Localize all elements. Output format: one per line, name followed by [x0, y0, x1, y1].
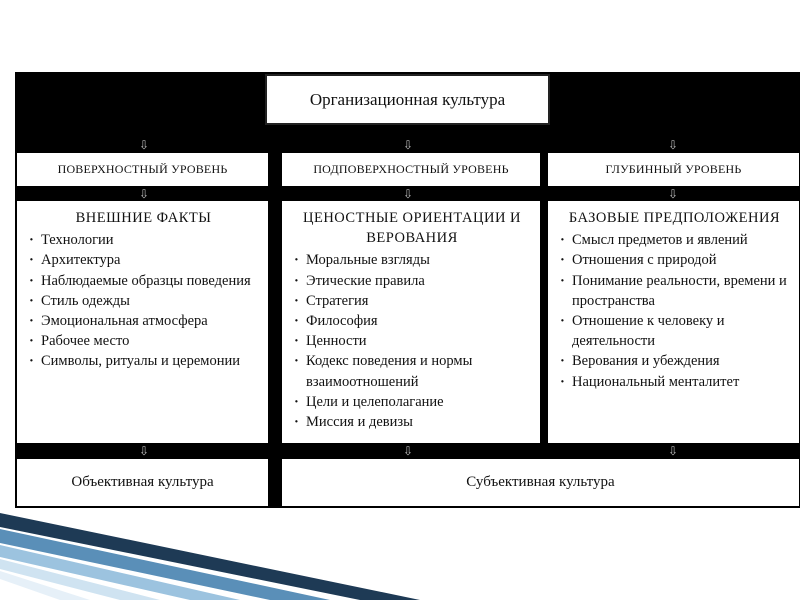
- list-item: · Стиль одежды: [28, 291, 259, 311]
- decorative-stripes: [0, 495, 420, 600]
- list-item: · Цели и целеполагание: [293, 392, 531, 412]
- objective-culture: Объективная культура: [17, 459, 268, 506]
- list-item: · Ценности: [293, 331, 531, 351]
- list-item: · Символы, ритуалы и церемонии: [28, 351, 259, 371]
- list-item: · Смысл предметов и явлений: [559, 230, 790, 250]
- column-external-facts: [17, 201, 268, 443]
- arrow-down-icon: ⇩: [138, 187, 150, 201]
- column-list: [293, 250, 531, 432]
- list-item: · Рабочее место: [28, 331, 259, 351]
- arrow-down-icon: ⇩: [402, 138, 414, 152]
- list-item: · Миссия и девизы: [293, 412, 531, 432]
- level-subsurface: ПОДПОВЕРХНОСТНЫЙ УРОВЕНЬ: [282, 153, 540, 186]
- list-item: · Отношение к человеку и деятельности: [559, 311, 790, 351]
- list-item: · Отношения с природой: [559, 250, 790, 270]
- list-item: · Наблюдаемые образцы поведения: [28, 271, 259, 291]
- list-item: · Эмоциональная атмосфера: [28, 311, 259, 331]
- list-item: · Национальный менталитет: [559, 372, 790, 392]
- level-deep: ГЛУБИННЫЙ УРОВЕНЬ: [548, 153, 799, 186]
- list-item: · Технологии: [28, 230, 259, 250]
- arrow-down-icon: ⇩: [667, 138, 679, 152]
- column-heading: ВНЕШНИЕ ФАКТЫ: [75, 210, 212, 226]
- arrow-down-icon: ⇩: [667, 187, 679, 201]
- column-heading: ЦЕНОСТНЫЕ ОРИЕНТАЦИИ И ВЕРОВАНИЯ: [302, 210, 522, 247]
- level-surface: ПОВЕРХНОСТНЫЙ УРОВЕНЬ: [17, 153, 268, 186]
- diagram-title: Организационная культура: [265, 74, 550, 125]
- arrow-down-icon: ⇩: [138, 138, 150, 152]
- arrow-down-icon: ⇩: [667, 444, 679, 458]
- arrow-down-icon: ⇩: [138, 444, 150, 458]
- column-heading: БАЗОВЫЕ ПРЕДПОЛОЖЕНИЯ: [568, 210, 781, 226]
- list-item: · Философия: [293, 311, 531, 331]
- list-item: · Верования и убеждения: [559, 351, 790, 371]
- column-values-beliefs: [282, 201, 540, 443]
- list-item: · Стратегия: [293, 291, 531, 311]
- list-item: · Моральные взгляды: [293, 250, 531, 270]
- list-item: · Кодекс поведения и нормы взаимоотношений: [293, 351, 531, 391]
- subjective-culture: Субъективная культура: [282, 459, 799, 506]
- list-item: · Этические правила: [293, 271, 531, 291]
- column-list: [28, 230, 259, 371]
- arrow-down-icon: ⇩: [402, 444, 414, 458]
- column-basic-assumptions: [548, 201, 799, 443]
- column-list: [559, 230, 790, 392]
- list-item: · Архитектура: [28, 250, 259, 270]
- arrow-down-icon: ⇩: [402, 187, 414, 201]
- list-item: · Понимание реальности, времени и пространства: [559, 271, 790, 311]
